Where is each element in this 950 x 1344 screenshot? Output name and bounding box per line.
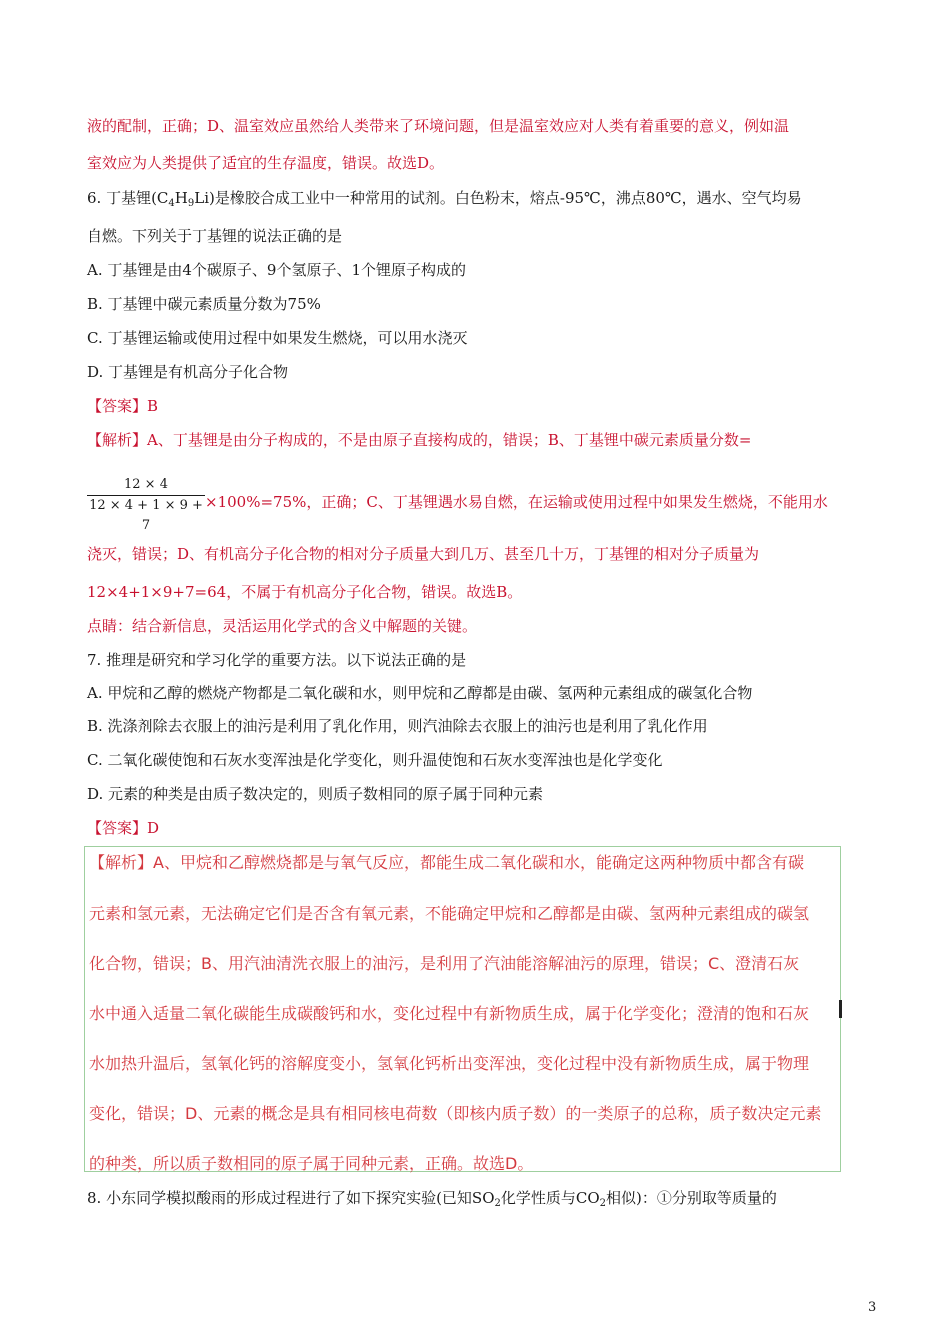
q6-option-d: D. 丁基锂是有机高分子化合物 xyxy=(87,363,289,381)
q6-stem-line-2: 自燃。下列关于丁基锂的说法正确的是 xyxy=(87,227,343,245)
q7-analysis-line-1: 【解析】A、甲烷和乙醇燃烧都是与氧气反应，都能生成二氧化碳和水，能确定这两种物质中都含有碳 xyxy=(89,853,804,872)
fraction-numerator: 12 × 4 xyxy=(124,477,168,492)
q6-stem xyxy=(87,188,802,214)
q7-answer: 【答案】D xyxy=(87,819,160,837)
q6-fraction xyxy=(87,475,205,533)
q7-analysis-line-3: 化合物，错误；B、用汽油清洗衣服上的油污，是利用了汽油能溶解油污的原理，错误；C、澄清石灰 xyxy=(89,954,800,973)
q6-analysis-line-4: 12×4+1×9+7=64，不属于有机高分子化合物，错误。故选B。 xyxy=(87,583,523,601)
q7-analysis-line-6: 变化，错误；D、元素的概念是具有相同核电荷数（即核内质子数）的一类原子的总称，质子数决定元素 xyxy=(89,1104,822,1123)
q7-analysis-line-4: 水中通入适量二氧化碳能生成碳酸钙和水，变化过程中有新物质生成，属于化学变化；澄清的饱和石灰 xyxy=(89,1004,810,1023)
q6-stem-part-b: H xyxy=(174,189,188,207)
q6-option-b: B. 丁基锂中碳元素质量分数为75% xyxy=(87,295,321,313)
q6-analysis-line-2: ×100%=75%，正确；C、丁基锂遇水易自燃，在运输或使用过程中如果发生燃烧，不能用水 xyxy=(205,493,828,511)
page-number: 3 xyxy=(868,1300,877,1315)
q6-option-c: C. 丁基锂运输或使用过程中如果发生燃烧，可以用水浇灭 xyxy=(87,329,468,347)
q8-sub-co2: 2 xyxy=(599,1198,607,1209)
q6-analysis-line-3: 浇灭，错误；D、有机高分子化合物的相对分子质量大到几万、甚至几十万，丁基锂的相对分子质量为 xyxy=(87,545,760,563)
q7-analysis-line-5: 水加热升温后，氢氧化钙的溶解度变小，氢氧化钙析出变浑浊，变化过程中没有新物质生成，属于物理 xyxy=(89,1054,810,1073)
q6-stem-part-a: 6. 丁基锂(C xyxy=(87,189,169,207)
fraction-denominator: 12 × 4 + 1 × 9 + 7 xyxy=(89,498,203,533)
q8-sub-so2: 2 xyxy=(494,1198,501,1209)
continuation-line-2: 室效应为人类提供了适宜的生存温度，错误。故选D。 xyxy=(87,154,445,172)
q6-option-a: A. 丁基锂是由4个碳原子、9个氢原子、1个锂原子构成的 xyxy=(87,261,467,279)
q7-analysis-line-7: 的种类，所以质子数相同的原子属于同种元素，正确。故选D。 xyxy=(89,1154,534,1173)
q7-stem: 7. 推理是研究和学习化学的重要方法。以下说法正确的是 xyxy=(87,651,467,669)
q7-option-b: B. 洗涤剂除去衣服上的油污是利用了乳化作用，则汽油除去衣服上的油污也是利用了乳化作用 xyxy=(87,717,708,735)
q7-option-d: D. 元素的种类是由质子数决定的，则质子数相同的原子属于同种元素 xyxy=(87,785,544,803)
q6-tip: 点睛：结合新信息，灵活运用化学式的含义中解题的关键。 xyxy=(87,617,478,635)
q8-stem xyxy=(87,1188,777,1214)
q6-stem-part-c: Li)是橡胶合成工业中一种常用的试剂。白色粉末，熔点-95℃，沸点80℃，遇水、空气均易 xyxy=(194,189,802,207)
q6-sub-4: 4 xyxy=(168,198,175,209)
q8-stem-part-b: 化学性质与CO xyxy=(500,1189,600,1207)
q6-answer: 【答案】B xyxy=(87,397,159,415)
q7-option-c: C. 二氧化碳使饱和石灰水变浑浊是化学变化，则升温使饱和石灰水变浑浊也是化学变化 xyxy=(87,751,663,769)
continuation-line-1: 液的配制，正确；D、温室效应虽然给人类带来了环境问题，但是温室效应对人类有着重要的意义，例如温 xyxy=(87,117,790,135)
q7-option-a: A. 甲烷和乙醇的燃烧产物都是二氧化碳和水，则甲烷和乙醇都是由碳、氢两种元素组成的碳氢化合物 xyxy=(87,684,753,702)
q7-analysis-line-2: 元素和氢元素，无法确定它们是否含有氧元素，不能确定甲烷和乙醇都是由碳、氢两种元素组成的碳氢 xyxy=(89,904,810,923)
text-cursor xyxy=(839,1000,842,1018)
q8-stem-part-a: 8. 小东同学模拟酸雨的形成过程进行了如下探究实验(已知SO xyxy=(87,1189,495,1207)
q8-stem-part-c: 相似)：①分别取等质量的 xyxy=(606,1189,777,1207)
q6-analysis-line-1: 【解析】A、丁基锂是由分子构成的，不是由原子直接构成的，错误；B、丁基锂中碳元素质量分数= xyxy=(87,431,752,449)
q6-sub-9: 9 xyxy=(187,198,195,209)
